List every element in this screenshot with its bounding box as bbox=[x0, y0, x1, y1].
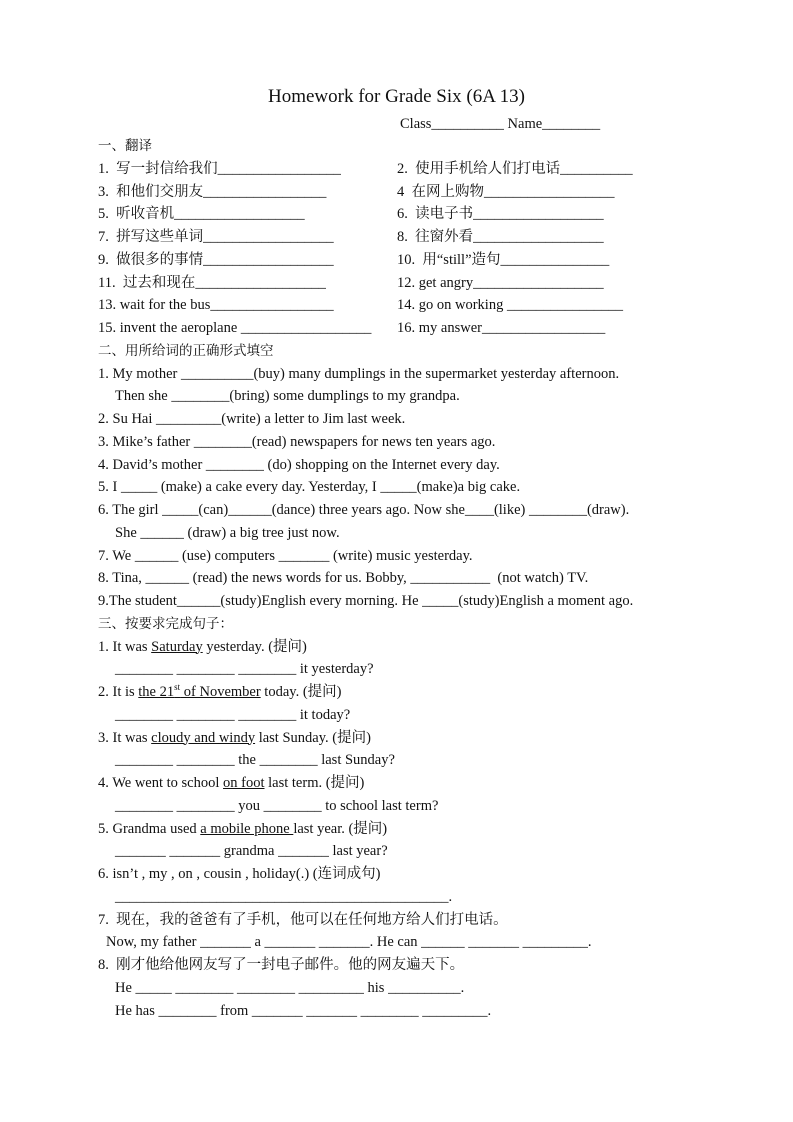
part1-row bbox=[98, 226, 718, 249]
part1-row bbox=[98, 203, 718, 226]
question-6: 6. isn’t , my , on , cousin , holiday(.) (连词成句) bbox=[98, 866, 381, 882]
fill-in-line: 3. Mike’s father ________(read) newspapers for news ten years ago. bbox=[98, 433, 496, 450]
worksheet-body bbox=[98, 135, 718, 1022]
translation-item: 7. 拼写这些单词__________________ bbox=[98, 229, 334, 245]
underlined-phrase bbox=[138, 684, 260, 700]
fill-in-line: 1. My mother __________(buy) many dumplings in the supermarket yesterday afternoon. bbox=[98, 365, 620, 382]
class-name-line: Class__________ Name________ bbox=[400, 116, 601, 132]
translation-item: 6. 读电子书__________________ bbox=[397, 206, 604, 223]
question-text: 4. We went to school bbox=[98, 775, 224, 791]
part1-row bbox=[98, 181, 718, 204]
question-text: last Sunday. (提问) bbox=[255, 729, 371, 746]
question-text: yesterday. (提问) bbox=[202, 638, 307, 655]
question-text: last year. (提问) bbox=[293, 820, 388, 837]
translation-item: 13. wait for the bus_________________ bbox=[98, 297, 334, 314]
answer-line: ________ ________ you ________ to school last term? bbox=[115, 797, 439, 814]
question-5 bbox=[98, 818, 718, 841]
question-1 bbox=[98, 636, 718, 659]
question-4 bbox=[98, 772, 718, 795]
part3-heading: 三、按要求完成句子： bbox=[98, 615, 233, 632]
translation-item: 2. 使用手机给人们打电话__________ bbox=[397, 160, 633, 177]
underlined-part: of November bbox=[180, 684, 261, 700]
fill-in-line: 8. Tina, ______ (read) the news words for us. Bobby, ___________ (not watch) TV. bbox=[98, 570, 589, 587]
question-text: 3. It was bbox=[98, 729, 152, 746]
fill-in-line: 4. David’s mother ________ (do) shopping on the Internet every day. bbox=[98, 456, 500, 473]
underlined-part: the 21 bbox=[138, 684, 175, 700]
translation-item: 12. get angry__________________ bbox=[397, 274, 604, 291]
fill-in-line: 6. The girl _____(can)______(dance) three years ago. Now she____(like) ________(draw). bbox=[98, 502, 630, 518]
part2-heading: 二、用所给词的正确形式填空 bbox=[98, 342, 274, 359]
answer-line: ________ ________ ________ it today? bbox=[115, 706, 351, 723]
translation-item: 5. 听收音机__________________ bbox=[98, 206, 305, 223]
fill-in-line: 2. Su Hai _________(write) a letter to Jim last week. bbox=[98, 411, 406, 427]
fill-in-line: Then she ________(bring) some dumplings to my grandpa. bbox=[115, 388, 460, 405]
question-8: 8. 刚才他给他网友写了一封电子邮件。他的网友遍天下。 bbox=[98, 957, 465, 973]
translation-item: 8. 往窗外看__________________ bbox=[397, 229, 604, 245]
ordinal-suffix: st bbox=[174, 682, 181, 693]
fill-in-line: 7. We ______ (use) computers _______ (write) music yesterday. bbox=[98, 547, 473, 564]
part1-row bbox=[98, 272, 718, 295]
fill-in-line: 9.The student______(study)English every morning. He _____(study)English a moment ago. bbox=[98, 593, 634, 609]
question-text: 1. It was bbox=[98, 638, 152, 655]
question-text: 2. It is bbox=[98, 684, 139, 700]
answer-line: He _____ ________ ________ _________ his __________. bbox=[115, 979, 465, 996]
page-title: Homework for Grade Six (6A 13) bbox=[268, 86, 525, 107]
underlined-phrase: cloudy and windy bbox=[151, 729, 256, 746]
question-text: last term. (提问) bbox=[264, 775, 365, 791]
part1-heading: 一、翻译 bbox=[98, 138, 152, 154]
translation-item: 15. invent the aeroplane __________________ bbox=[98, 320, 372, 336]
translation-item: 3. 和他们交朋友_________________ bbox=[98, 183, 327, 200]
answer-line: Now, my father _______ a _______ _______. He can ______ _______ _________. bbox=[106, 934, 592, 951]
question-3 bbox=[98, 727, 718, 750]
translation-item: 11. 过去和现在__________________ bbox=[98, 274, 326, 291]
answer-line: _______ _______ grandma _______ last year? bbox=[115, 843, 388, 860]
translation-item: 1. 写一封信给我们_________________ bbox=[98, 160, 341, 177]
translation-item: 9. 做很多的事情__________________ bbox=[98, 251, 334, 268]
underlined-phrase: on foot bbox=[223, 775, 265, 791]
answer-line: He has ________ from _______ _______ ________ _________. bbox=[115, 1002, 492, 1019]
fill-in-line: 5. I _____ (make) a cake every day. Yesterday, I _____(make)a big cake. bbox=[98, 479, 521, 496]
part1-row bbox=[98, 294, 718, 317]
translation-item: 10. 用“still”造句_______________ bbox=[397, 251, 610, 268]
underlined-phrase: Saturday bbox=[151, 638, 203, 655]
answer-line: ________ ________ the ________ last Sunday? bbox=[115, 752, 395, 769]
part1-row bbox=[98, 249, 718, 272]
fill-in-line: She ______ (draw) a big tree just now. bbox=[115, 524, 340, 541]
translation-item: 14. go on working ________________ bbox=[397, 297, 623, 314]
question-2 bbox=[98, 681, 718, 704]
part1-row bbox=[98, 158, 718, 181]
underlined-phrase: a mobile phone bbox=[200, 820, 294, 837]
answer-line: ________ ________ ________ it yesterday? bbox=[115, 661, 374, 678]
question-text: 5. Grandma used bbox=[98, 820, 201, 837]
question-text: today. (提问) bbox=[260, 684, 342, 700]
question-7: 7. 现在，我的爸爸有了手机，他可以在任何地方给人们打电话。 bbox=[98, 911, 508, 928]
translation-item: 4 在网上购物__________________ bbox=[397, 183, 615, 200]
translation-item: 16. my answer_________________ bbox=[397, 320, 606, 336]
part1-row bbox=[98, 317, 718, 340]
answer-line: ______________________________________________. bbox=[115, 888, 453, 905]
